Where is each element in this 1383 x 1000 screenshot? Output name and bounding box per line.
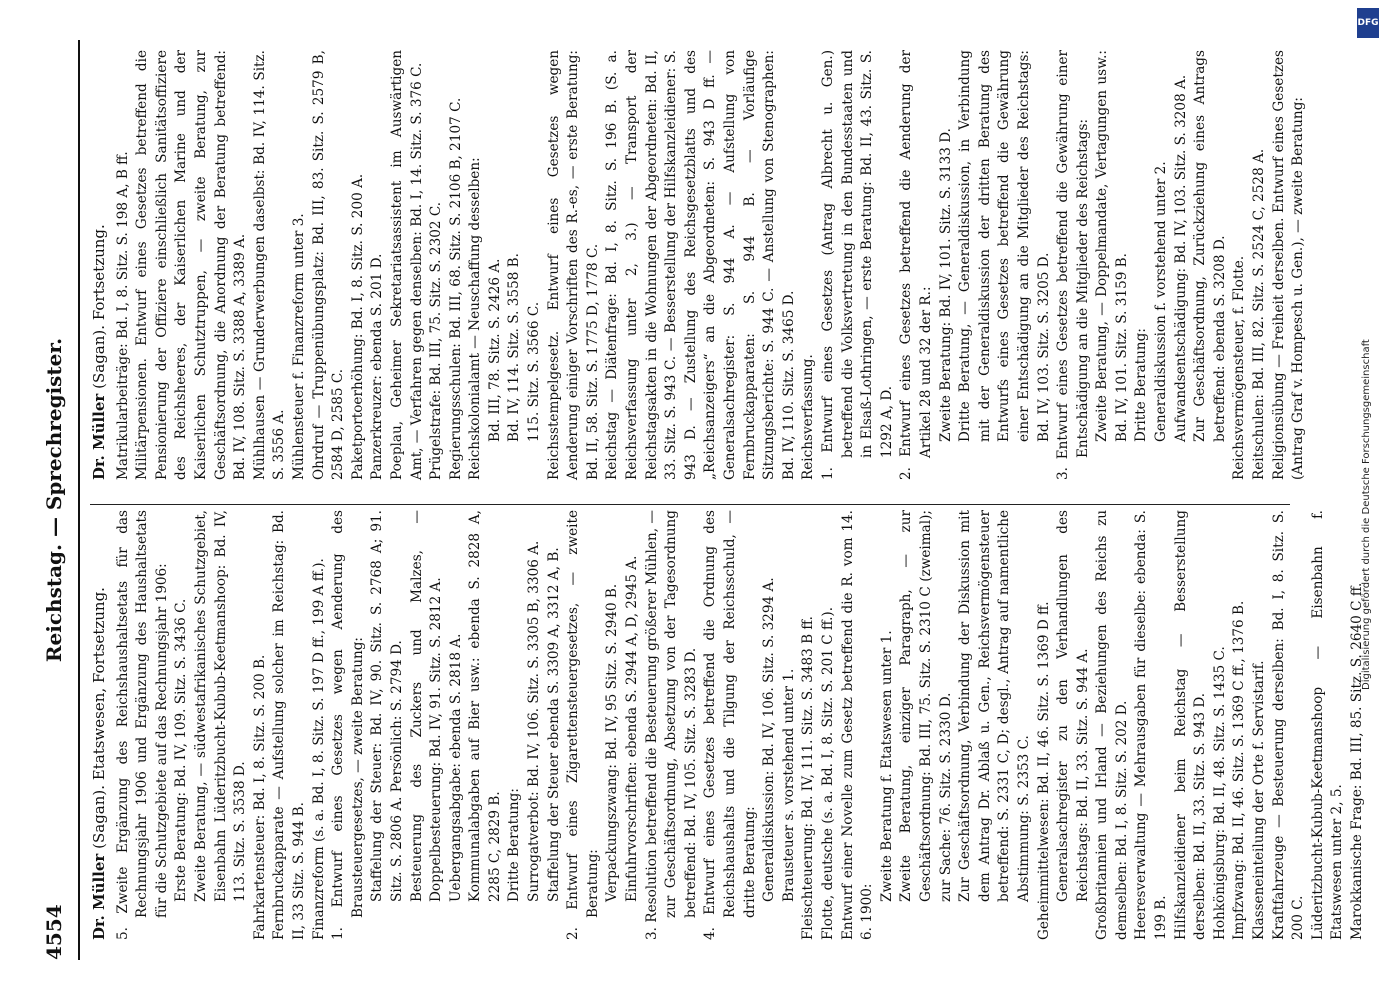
register-entry: Staffelung der Steuer: Bd. IV, 90. Sitz. S. 2768 A; 91. Sitz. S. 2806 A. Persönlich: S. 2794 D. [369,510,405,902]
register-entry: Zur Geschäftsordnung, Verbindung der Diskussion mit dem Antrag Dr. Ablaß u. Gen., Reichsvermögensteuer betreffend: S. 2331 C, D; desgl., Antrag auf namentliche Abstimmung: S. 2353 C. [957,510,1032,902]
register-entry: 3. Entwurf eines Gesetzes betreffend die Gewährung einer Entschädigung an die Mitglieder des Reichstags: [1055,50,1091,480]
register-entry: Einfuhrvorschriften: ebenda S. 2944 A, D, 2945 A. [624,555,641,902]
register-entry: Erste Beratung: Bd. IV, 109. Sitz. S. 3436 C. [173,598,190,902]
register-entry: Besteuerung des Zuckers und Malzes, — Doppelbesteuerung: Bd. IV, 91. Sitz. S. 2812 A. [408,510,445,902]
register-entry: Fahrkartensteuer: Bd. I, 8. Sitz. S. 200 B. [251,654,268,940]
register-entry: Generaldiskussion f. vorstehend unter 2. [1153,161,1170,442]
register-entry: Kraftfahrzeuge — Besteuerung derselben: Bd. I, 8. Sitz. S. 200 C. [1270,510,1307,940]
register-entry: Mühlhausen — Grunderwerbungen daselbst: Bd. IV, 114. Sitz. S. 3556 A. [251,50,288,480]
register-entry: 2. Entwurf eines Zigarettensteuergesetzes, — zweite Beratung: [565,510,601,940]
register-entry: Reichsvermögensteuer, f. Flotte. [1231,255,1248,480]
register-entry: Marokkanische Frage: Bd. III, 85. Sitz. S. 2640 C ff. [1349,582,1365,940]
left-column [90,510,1365,940]
register-entry: Militärpensionen. Entwurf eines Gesetzes betreffend die Pensionierung der Offiziere einschließlich Sanitätsoffiziere des Reichsheeres, der Kaiserlichen Marine und der Kaiserlichen Schutztruppen, — zweite Beratung, zur Geschäftsordnung, die Anordnung der Beratung betreffend: Bd. IV, 108. Sitz. S. 3388 A, 3389 A. [134,50,249,480]
register-entry: 4. Entwurf eines Gesetzes betreffend die Ordnung des Reichshaushalts und die Tilgung der Reichsschuld, — dritte Beratung: [702,510,758,940]
register-entry: Geheimmittelwesen: Bd. II, 46. Sitz. S. 1369 D ff. [1035,601,1052,940]
register-entry: Reichskolonialamt — Neuschaffung desselben: [467,157,484,480]
register-entry: Fernbruckapparate — Aufstellung solcher im Reichstag: Bd. II, 33 Sitz. S. 944 B. [271,510,307,940]
heading-subject: (Sagan). Etatswesen, Fortsetzung. [90,587,108,849]
speaker-name: Dr. Müller [90,393,108,480]
column-divider [90,504,1290,505]
register-entry: Kommunalabgaben auf Bier usw.: ebenda S. 2828 A, 2285 C, 2829 B. [467,510,503,902]
register-entry: Paketportoerhöhung: Bd. I, 8. Sitz. S. 200 A. [349,173,366,480]
register-entry: Reitschulen: Bd. III, 82. Sitz. S. 2524 C, 2528 A. [1251,148,1268,480]
register-entry: Surrogatverbot: Bd. IV, 106. Sitz. S. 3305 B, 3306 A. [526,540,543,902]
register-entry: Flotte, deutsche (s. a. Bd. I, 8. Sitz. S. 201 C ff.). [819,606,836,940]
register-entry: Dritte Beratung: [1133,328,1150,442]
digitization-note [1355,0,1375,1000]
register-entry: Zweite Beratung, — südwestafrikanisches Schutzgebiet, Eisenbahn Lüderitzbucht-Kubub-Keetmanshoop: Bd. IV, 113. Sitz. S. 3538 D. [192,510,249,902]
right-column [90,50,1310,480]
register-entry: 3. Resolution betreffend die Besteuerung größerer Mühlen, — zur Geschäftsordnung, Absetzung von der Tagesordnung betreffend: Bd. IV, 105. Sitz. S. 3283 D. [643,510,699,940]
page-number: 4554 [42,904,66,960]
register-entry: 2. Entwurf eines Gesetzes betreffend die Aenderung der Artikel 28 und 32 der R.: [898,50,934,480]
register-entry: Regierungsschulen: Bd. III, 68. Sitz. S. 2106 B, 2107 C. [447,97,464,480]
register-entry: Ohrdruf — Truppenübungsplatz: Bd. III, 83. Sitz. S. 2579 B, 2584 D, 2585 C. [310,50,347,480]
register-entry: Dritte Beratung, — Generaldiskussion, in Verbindung mit der Generaldiskussion der dritten Beratung des Entwurfs eines Gesetzes betreffend die Gewährung einer Entschädigung an die Mitglieder des Reichstags: Bd. IV, 103. Sitz. S. 3205 D. [957,50,1052,442]
register-entry: Fleischteuerung: Bd. IV, 111. Sitz. S. 3483 B ff. [800,616,817,940]
register-entry: Bd. IV, 114. Sitz. S. 3558 B. [506,253,523,442]
register-entry: 1. Entwurf eines Gesetzes wegen Aenderung des Brausteuergesetzes, — zweite Beratung: [330,510,366,940]
digitization-note-text: Digitalisierung gefördert durch die Deutsche Forschungsgemeinschaft [1361,339,1372,690]
page-title: Reichstag. — Sprechregister. [42,337,66,663]
running-head [42,40,82,960]
register-entry: Klasseneinteilung der Orte f. Servistarif. [1251,660,1268,940]
register-entry: Mühlensteuer f. Finanzreform unter 3. [290,213,307,480]
register-entry: Uebergangsabgabe: ebenda S. 2818 A. [447,633,464,902]
register-entry: Religionsübung — Freiheit derselben. Entwurf eines Gesetzes (Antrag Graf v. Hompesch u. Gen.), — zweite Beratung: [1270,50,1307,480]
register-entry: Impfzwang: Bd. II, 46. Sitz. S. 1369 C ff., 1376 B. [1231,600,1248,940]
register-entry: Hilfskanzleidiener beim Reichstag — Besserstellung derselben: Bd. II, 33. Sitz. S. 943 D. [1172,510,1209,940]
register-entry: Reichsverfassung. [800,354,817,480]
register-entry: Matrikularbeiträge: Bd. I, 8. Sitz. S. 198 A, B ff. [114,151,131,480]
register-entry: 115. Sitz. S. 3566 C. [526,301,543,442]
register-entry: Großbritannien und Irland — Beziehungen des Reichs zu demselben: Bd. I, 8. Sitz. S. 202 D. [1094,510,1130,940]
register-entry: Prügelstrafe: Bd. III, 75. Sitz. S. 2302 C. [428,201,445,480]
header-rule [78,40,80,960]
right-entries [114,50,1309,480]
register-entry: Zweite Beratung, einziger Paragraph, — zur Geschäftsordnung: Bd. III, 75. Sitz. S. 2310 C (zweimal); zur Sache: 76. Sitz. S. 2330 D. [898,510,954,902]
register-entry: Generaldiskussion: Bd. IV, 106. Sitz. S. 3294 A. [761,577,778,902]
register-entry: Verpackungszwang: Bd. IV, 95 Sitz. S. 2940 B. [604,583,621,902]
register-entry: Poeplau, Geheimer Sekretariatsassistent im Auswärtigen Amt, — Verfahren gegen denselben: Bd. I, 14. Sitz. S. 376 C. [388,50,425,480]
right-column-heading [90,50,110,480]
heading-subject: (Sagan). Fortsetzung. [90,224,108,389]
register-entry: Lüderitzbucht-Kubub-Keetmanshoop — Eisenbahn f. Etatswesen unter 2, 5. [1309,510,1346,940]
register-entry: Heeresverwaltung — Mehrausgaben für dieselbe: ebenda: S. 199 B. [1133,510,1170,940]
register-entry: Hohkönigsburg: Bd. II, 48. Sitz. S. 1435 C. [1211,646,1228,940]
register-entry: Reichsstempelgesetz. Entwurf eines Gesetzes wegen Aenderung einiger Vorschriften des R.-es, — erste Beratung: Bd. II, 58. Sitz. S. 1775 D, 1778 C. [545,50,601,480]
left-entries [114,510,1368,940]
register-entry: Zweite Beratung f. Etatswesen unter 1. [878,630,895,902]
register-entry: 5. Zweite Ergänzung des Reichshaushaltsetats für das Rechnungsjahr 1906 und Ergänzung des Haushaltsetats für die Schutzgebiete auf das Rechnungsjahr 1906: [114,510,170,940]
register-entry: Finanzreform (s. a. Bd. I, 8. Sitz. S. 197 D ff., 199 A ff.). [310,558,327,940]
register-entry: Generalsachregister zu den Verhandlungen des Reichstags: Bd. II, 33. Sitz. S. 944 A. [1055,510,1091,902]
register-entry: Dritte Beratung: [506,788,523,902]
register-entry: Panzerkreuzer: ebenda S. 201 D. [369,253,386,480]
register-entry: Reichstag — Diätenfrage: Bd. I, 8. Sitz. S. 196 B. (S. a. Reichsverfassung unter 2, 3.) — Transport der Reichstagsakten in die Wohnungen der Abgeordneten: Bd. II, 33. Sitz. S. 943 C. — Besserstellung der Hilfskanzleidiener: S. 943 D. — Zustellung des Reichsgesetzblatts und des „Reichsanzeigers“ an die Abgeordneten: S. 943 D ff. — Generalsachregister: S. 944 A. — Aufstellung von Fernbruckapparaten: S. 944 B. — Vorläufige Sitzungsberichte: S. 944 C. — Anstellung von Stenographen: Bd. IV, 110. Sitz. S. 3465 D. [604,50,797,480]
register-entry: Brausteuer s. vorstehend unter 1. [780,668,797,902]
dfg-logo: DFG [1357,8,1379,38]
left-column-heading [90,510,110,940]
register-entry: Zweite Beratung: Bd. IV, 101. Sitz. S. 3133 D. [937,128,954,442]
register-entry: Bd. III, 78. Sitz. S. 2426 A. [486,258,503,442]
register-entry: Entwurf einer Novelle zum Gesetz betreffend die R. vom 14. 6. 1900: [839,510,876,940]
register-entry: 1. Entwurf eines Gesetzes (Antrag Albrecht u. Gen.) betreffend die Volksvertretung in den Bundesstaaten und in Elsaß-Lothringen, — erste Beratung: Bd. II, 43. Sitz. S. 1292 A, D. [819,50,895,480]
register-entry: Aufwandsentschädigung: Bd. IV, 103. Sitz. S. 3208 A. [1172,74,1189,442]
speaker-name: Dr. Müller [90,853,108,940]
rotated-page [20,0,1365,1000]
register-entry: Zur Geschäftsordnung, Zurückziehung eines Antrags betreffend: ebenda S. 3208 D. [1192,50,1228,442]
register-entry: Zweite Beratung, — Doppelmandate, Vertagungen usw.: Bd. IV, 101. Sitz. S. 3159 B. [1094,50,1130,442]
register-entry: Staffelung der Steuer ebenda S. 3309 A, 3312 A, B. [545,547,562,902]
